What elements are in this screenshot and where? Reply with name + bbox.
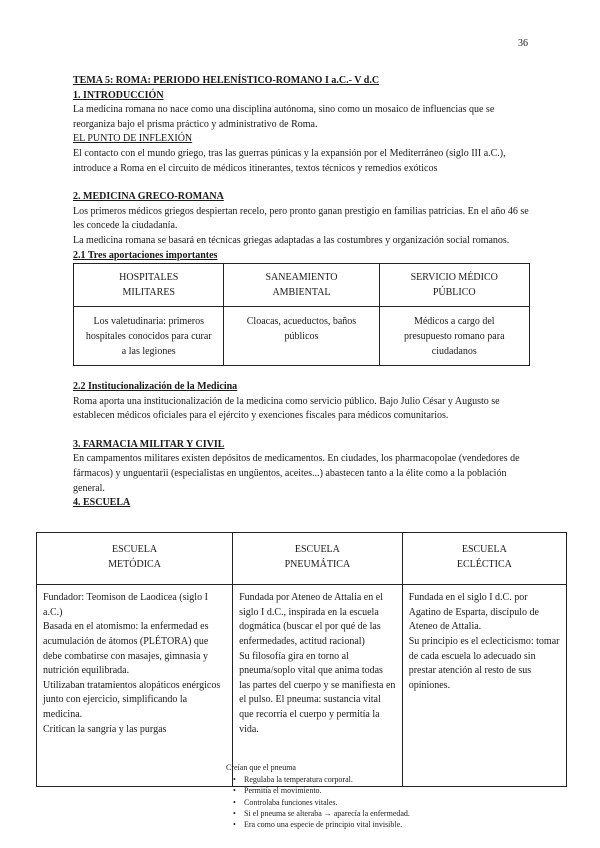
page-number: 36 — [518, 38, 528, 49]
cell-pneumatica — [233, 585, 403, 787]
contributions-table — [73, 263, 530, 366]
institucionalizacion-paragraph: Roma aporta una institucionalización de la medicina como servicio público. Bajo Julio César y Augusto se establecen médicos oficiales para el ejército y exenciones fiscales para médicos comunitarios. — [73, 395, 500, 422]
section-heading-farmacia: 3. FARMACIA MILITAR Y CIVIL — [73, 438, 225, 450]
pneumatica-line: Fundada por Ateneo de Attalia en el siglo I d.C., inspirada en la escuela dogmática (buscar el por qué de las enfermedades, actitud racional) — [239, 592, 383, 647]
ecletica-line: Fundada en el siglo I d.C. por Agatino de Esparta, discípulo de Ateneo de Attalia. — [408, 592, 539, 633]
header-line: PNEUMÁTICA — [284, 558, 351, 570]
header-pneumatica — [233, 533, 403, 585]
header-line: ESCUELA — [294, 544, 340, 555]
header-line: PÚBLICO — [432, 286, 476, 298]
schools-header-row — [37, 533, 567, 585]
subheading-aportaciones: 2.1 Tres aportaciones importantes — [73, 249, 218, 261]
schools-table-container — [36, 532, 567, 787]
section-heading-introduccion: 1. INTRODUCCIÓN — [73, 89, 164, 101]
notes-list — [226, 774, 410, 830]
subheading-punto-inflexion: EL PUNTO DE INFLEXIÓN — [73, 133, 193, 145]
list-item: • Era como una especie de principio vital invisible. — [244, 819, 410, 830]
header-line: SANEAMIENTO — [265, 272, 338, 284]
header-line: ECLÉCTICA — [456, 558, 512, 570]
header-saneamiento — [224, 264, 379, 307]
cell-ecletica — [402, 585, 566, 787]
section-heading-greco-romana: 2. MEDICINA GRECO-ROMANA — [73, 191, 224, 203]
header-servicio-medico — [379, 264, 530, 307]
greco-romana-paragraph-2: La medicina romana se basará en técnicas griegas adaptadas a las costumbres y organización social romanos. — [73, 234, 510, 246]
main-title: TEMA 5: ROMA: PERIODO HELENÍSTICO-ROMANO I a.C.- V d.C — [73, 75, 380, 86]
list-item: • Regulaba la temperatura corporal. — [244, 774, 410, 785]
metodica-line: Basada en el atomismo: la enfermedad es acumulación de átomos (PLÉTORA) que debe combatirse con masajes, gimnasia y nutrición equilibrada. — [43, 621, 209, 677]
inflexion-paragraph: El contacto con el mundo griego, tras las guerras púnicas y la expansión por el Mediterráneo (siglo III a.C.), introduce a Roma en el circuito de médicos itinerantes, textos técnicos y remedios exóticos — [73, 147, 506, 174]
farmacia-paragraph: En campamentos militares existen depósitos de medicamentos. En ciudades, los pharmacopolae (vendedores de fármacos) y unguentarii (especialistas en ungüentos, aceites...) abastecen tanto a la élite como a la población general. — [73, 453, 520, 494]
header-line: AMBIENTAL — [272, 286, 331, 298]
schools-body-row — [37, 585, 567, 787]
subheading-institucionalizacion: 2.2 Institucionalización de la Medicina — [73, 381, 238, 393]
intro-paragraph: La medicina romana no nace como una disciplina autónoma, sino como un mosaico de influencias que se reorganiza bajo el prisma práctico y administrativo de Roma. — [73, 104, 495, 130]
cell-saneamiento: Cloacas, acueductos, baños públicos — [224, 307, 379, 366]
greco-romana-paragraph-1: Los primeros médicos griegos despiertan recelo, pero pronto ganan prestigio en familias patricias. En el año 46 se les concede la ciudadanía. — [73, 205, 529, 232]
header-line: ESCUELA — [112, 544, 158, 555]
contributions-header-row — [74, 264, 530, 307]
pneuma-notes — [226, 762, 410, 830]
header-line: SERVICIO MÉDICO — [410, 272, 498, 284]
list-item: • Permitía el movimiento. — [244, 785, 410, 796]
cell-hospitales: Los valetudinaria: primeros hospitales conocidos para curar a las legiones — [74, 307, 224, 366]
header-hospitales — [74, 264, 224, 307]
contributions-body-row — [74, 307, 530, 366]
header-line: MILITARES — [122, 286, 175, 298]
document-body — [73, 74, 530, 511]
ecletica-line: Su principio es el eclecticismo: tomar de cada escuela lo adecuado sin prestar atención al resto de sus opiniones. — [408, 635, 560, 691]
header-line: HOSPITALES — [119, 272, 179, 284]
header-line: METÓDICA — [108, 558, 161, 570]
metodica-line: Critican la sangría y las purgas — [43, 723, 167, 735]
notes-title: Creían que el pneuma — [226, 763, 296, 772]
pneumatica-line: Su filosofía gira en torno al pneuma/soplo vital que anima todas las partes del cuerpo y se manifiesta en el pulso. El pneuma: sustancia vital que recorría el cuerpo y permitía la vida. — [239, 650, 396, 735]
header-ecletica — [402, 533, 566, 585]
header-metodica — [37, 533, 233, 585]
list-item: • Controlaba funciones vitales. — [244, 797, 410, 808]
header-line: ESCUELA — [461, 544, 507, 555]
list-item: • Si el pneuma se alteraba → aparecía la enfermedad. — [244, 808, 410, 819]
section-heading-escuela: 4. ESCUELA — [73, 497, 131, 509]
cell-servicio-medico: Médicos a cargo del presupuesto romano para ciudadanos — [379, 307, 530, 366]
metodica-line: Utilizaban tratamientos alopáticos enérgicos junto con ejercicio, simplificando la medicina. — [43, 679, 221, 720]
cell-metodica — [37, 585, 233, 787]
metodica-line: Fundador: Teomison de Laodicea (siglo I a.C.) — [43, 592, 208, 618]
schools-table — [36, 532, 567, 787]
